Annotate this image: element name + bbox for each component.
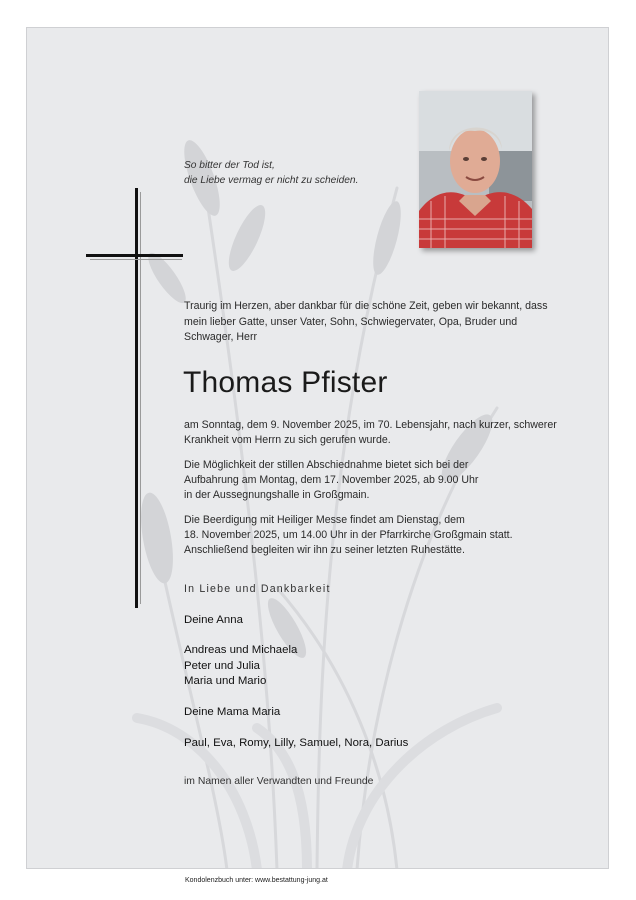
intro-text: Traurig im Herzen, aber dankbar für die schöne Zeit, geben wir bekannt, dass mein lieber Gatte, unser Vater, Sohn, Schwiegervater, Opa, Bruder und Schwager, Herr xyxy=(184,300,548,343)
condolence-book-link[interactable]: Kondolenzbuch unter: www.bestattung-jung.at xyxy=(185,877,328,884)
mourner-children xyxy=(184,643,297,690)
mourner-line: Andreas und Michaela xyxy=(184,644,298,656)
cross-horizontal-bar xyxy=(86,254,183,257)
memorial-quote xyxy=(184,158,358,188)
mourner-wife: Deine Anna xyxy=(184,614,243,626)
portrait-photo xyxy=(419,91,532,248)
cross-horizontal-shadow xyxy=(90,259,182,260)
quote-line: So bitter der Tod ist, xyxy=(184,160,275,171)
viewing-line: Die Möglichkeit der stillen Abschiednahme bietet sich bei der xyxy=(184,459,469,471)
funeral-line: Anschließend begleiten wir ihn zu seiner letzten Ruhestätte. xyxy=(184,544,465,557)
funeral-line: Die Beerdigung mit Heiliger Messe findet am Dienstag, dem xyxy=(184,514,465,526)
mourner-grandchildren: Paul, Eva, Romy, Lilly, Samuel, Nora, Darius xyxy=(184,737,409,749)
mourner-line: Peter und Julia xyxy=(184,659,260,672)
death-announcement: am Sonntag, dem 9. November 2025, im 70. Lebensjahr, nach kurzer, schwerer Krankheit vom Herrn zu sich gerufen wurde. xyxy=(184,419,557,447)
cross-vertical-bar xyxy=(135,188,138,608)
mourner-mother: Deine Mama Maria xyxy=(184,706,281,718)
funeral-line: 18. November 2025, um 14.00 Uhr in der Pfarrkirche Großgmain statt. xyxy=(184,529,513,542)
relatives-note: im Namen aller Verwandten und Freunde xyxy=(184,776,374,787)
viewing-info xyxy=(184,458,564,504)
deceased-name: Thomas Pfister xyxy=(183,366,388,399)
funeral-info xyxy=(184,513,564,559)
viewing-line: Aufbahrung am Montag, dem 17. November 2025, ab 9.00 Uhr xyxy=(184,474,479,487)
mourner-line: Maria und Mario xyxy=(184,675,267,687)
obituary-card xyxy=(26,27,609,869)
quote-line: die Liebe vermag er nicht zu scheiden. xyxy=(184,175,359,186)
closing-phrase: In Liebe und Dankbarkeit xyxy=(184,583,331,595)
viewing-line: in der Aussegnungshalle in Großgmain. xyxy=(184,489,370,502)
